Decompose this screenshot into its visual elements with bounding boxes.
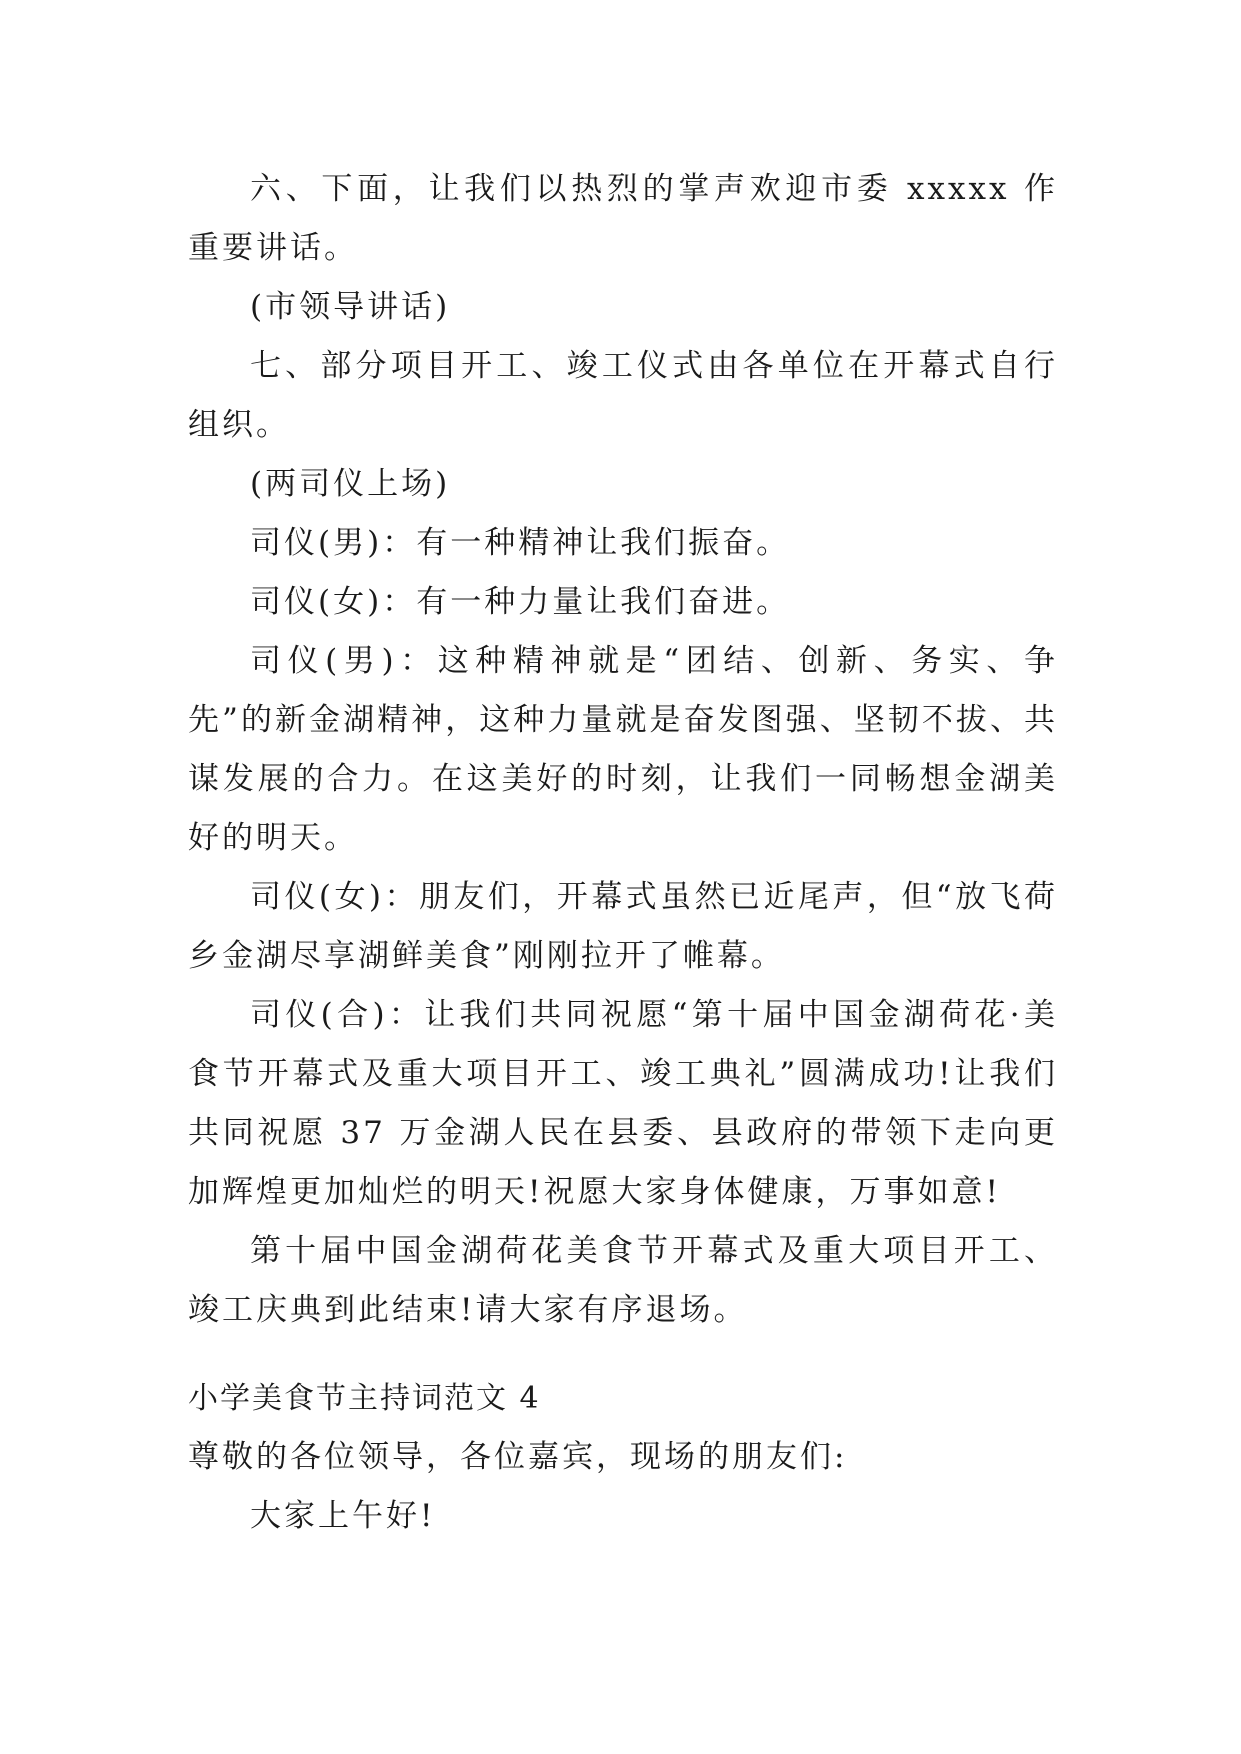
paragraph-stage-direction-leader-speech: (市领导讲话) [250, 289, 451, 325]
section-title: 小学美食节主持词范文 4 [188, 1381, 541, 1416]
salutation: 尊敬的各位领导，各位嘉宾，现场的朋友们: [188, 1439, 848, 1475]
greeting: 大家上午好! [250, 1498, 436, 1534]
paragraph-host-male-2: 司仪(男)：这种精神就是“团结、创新、务实、争先”的新金湖精神，这种力量就是奋发图强、坚韧不拔、共谋发展的合力。在这美好的时刻，让我们一同畅想金湖美好的明天。 [188, 643, 1058, 856]
paragraph-host-together: 司仪(合)：让我们共同祝愿“第十届中国金湖荷花·美食节开幕式及重大项目开工、竣工典礼”圆满成功!让我们共同祝愿 37 万金湖人民在县委、县政府的带领下走向更加辉煌更加灿烂的明天!祝愿大家身体健康，万事如意! [188, 997, 1058, 1210]
paragraph-speech-announcement: 六、下面，让我们以热烈的掌声欢迎市委 xxxxx 作重要讲话。 [188, 171, 1058, 266]
paragraph-host-female-1: 司仪(女)：有一种力量让我们奋进。 [250, 584, 791, 620]
document-body [188, 160, 1058, 1546]
paragraph-project-ceremony: 七、部分项目开工、竣工仪式由各单位在开幕式自行组织。 [188, 348, 1058, 443]
paragraph-host-female-2: 司仪(女)：朋友们，开幕式虽然已近尾声，但“放飞荷乡金湖尽享湖鲜美食”刚刚拉开了帷幕。 [188, 879, 1058, 974]
paragraph-host-male-1: 司仪(男)：有一种精神让我们振奋。 [250, 525, 791, 561]
paragraph-closing: 第十届中国金湖荷花美食节开幕式及重大项目开工、竣工庆典到此结束!请大家有序退场。 [188, 1233, 1058, 1328]
paragraph-stage-direction-hosts: (两司仪上场) [250, 466, 451, 502]
